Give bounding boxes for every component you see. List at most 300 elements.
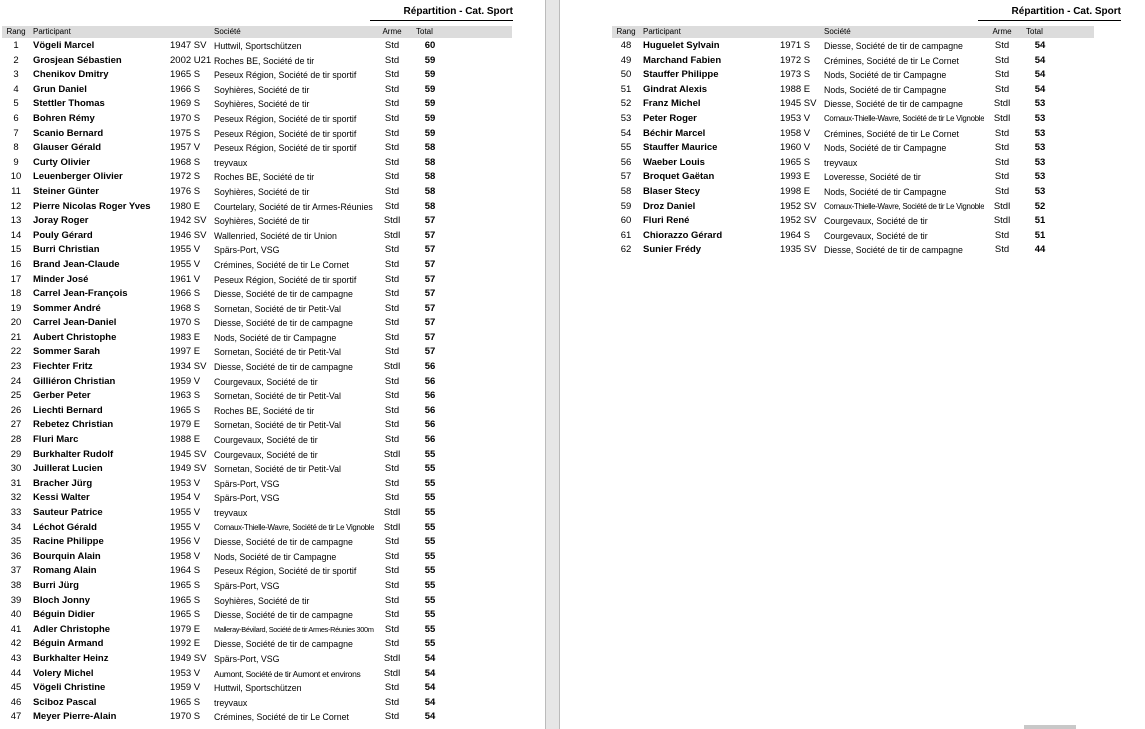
total-cell: 51: [1034, 215, 1046, 227]
society-cell: Aumont, Société de tir Aumont et environs: [214, 668, 361, 679]
page-title: Répartition - Cat. Sport: [1011, 6, 1121, 17]
total-cell: 53: [1034, 142, 1046, 154]
total-cell: 53: [1034, 171, 1046, 183]
society-cell: Spärs-Port, VSG: [214, 493, 280, 504]
birth-year-category: 1965 S: [170, 69, 201, 81]
header-total: Total: [1026, 27, 1043, 36]
society-cell: Diesse, Société de tir de campagne: [214, 289, 353, 300]
header-society: Société: [214, 27, 241, 36]
participant-name: Burkhalter Heinz: [33, 652, 109, 664]
total-cell: 54: [1034, 40, 1046, 51]
rank-cell: 9: [13, 156, 19, 168]
participant-name: Leuenberger Olivier: [33, 171, 123, 183]
rank-cell: 59: [620, 200, 632, 212]
rank-cell: 51: [620, 83, 632, 95]
total-cell: 57: [424, 302, 436, 314]
birth-year-category: 1958 V: [170, 550, 201, 562]
birth-year-category: 1952 SV: [780, 200, 817, 212]
participant-name: Béguin Armand: [33, 638, 104, 650]
rank-cell: 33: [10, 507, 22, 518]
arm-cell: Stdl: [383, 229, 401, 241]
participant-name: Glauser Gérald: [33, 142, 102, 154]
header-arm: Arme: [992, 27, 1012, 36]
participant-name: Béguin Didier: [33, 609, 95, 621]
total-cell: 54: [424, 682, 436, 694]
society-cell: Soyhières, Société de tir: [214, 99, 310, 110]
rank-cell: 54: [620, 127, 632, 139]
total-cell: 55: [424, 594, 436, 606]
total-cell: 56: [424, 375, 436, 387]
rank-cell: 12: [10, 200, 22, 212]
birth-year-category: 1954 V: [170, 492, 201, 504]
arm-cell: Stdl: [383, 667, 401, 679]
arm-cell: Std: [384, 434, 400, 446]
participant-name: Grun Daniel: [33, 83, 87, 95]
participant-name: Franz Michel: [643, 98, 701, 110]
rank-cell: 14: [10, 229, 22, 241]
participant-name: Burri Christian: [33, 244, 100, 256]
society-cell: Courgevaux, Société de tir: [214, 449, 318, 460]
participant-name: Rebetez Christian: [33, 419, 114, 431]
society-cell: Cornaux-Thielle-Wavre, Société de tir Le Vignoble: [214, 522, 374, 532]
rank-cell: 41: [10, 623, 22, 635]
arm-cell: Std: [384, 244, 400, 256]
society-cell: Diesse, Société de tir de campagne: [824, 99, 963, 110]
birth-year-category: 1988 E: [780, 83, 811, 95]
arm-cell: Std: [384, 288, 400, 300]
birth-year-category: 1959 V: [170, 375, 201, 387]
birth-year-category: 1998 E: [780, 185, 811, 197]
birth-year-category: 1953 V: [170, 477, 201, 489]
society-cell: Loveresse, Société de tir: [824, 172, 921, 183]
arm-cell: Stdl: [383, 521, 401, 533]
society-cell: Peseux Région, Société de tir sportif: [214, 143, 357, 154]
arm-cell: Std: [384, 390, 400, 402]
participant-name: Burkhalter Rudolf: [33, 448, 114, 460]
birth-year-category: 1966 S: [170, 288, 201, 300]
arm-cell: Std: [384, 550, 400, 562]
arm-cell: Std: [994, 54, 1010, 66]
birth-year-category: 1976 S: [170, 185, 201, 197]
total-cell: 54: [1034, 54, 1046, 66]
participant-name: Sunier Frédy: [643, 244, 702, 256]
participant-name: Minder José: [33, 273, 89, 285]
participant-name: Gindrat Alexis: [643, 83, 708, 95]
total-cell: 55: [424, 550, 436, 562]
arm-cell: Std: [384, 40, 400, 51]
rank-cell: 27: [10, 419, 22, 431]
rank-cell: 32: [10, 492, 22, 504]
total-cell: 57: [424, 215, 436, 227]
birth-year-category: 1963 S: [170, 390, 201, 402]
rank-cell: 8: [13, 142, 19, 154]
arm-cell: Std: [384, 623, 400, 635]
participant-name: Liechti Bernard: [33, 404, 103, 416]
total-cell: 60: [424, 40, 436, 51]
arm-cell: Stdl: [383, 448, 401, 460]
society-cell: Courgevaux, Société de tir: [214, 376, 318, 387]
birth-year-category: 1956 V: [170, 536, 201, 548]
arm-cell: Stdl: [383, 652, 401, 664]
total-cell: 58: [424, 156, 436, 168]
participant-name: Kessi Walter: [33, 492, 90, 504]
society-cell: Nods, Société de tir Campagne: [214, 332, 337, 343]
participant-name: Curty Olivier: [33, 156, 91, 168]
participant-name: Bloch Jonny: [33, 594, 91, 606]
header-society: Société: [824, 27, 851, 36]
society-cell: Malleray-Bévilard, Société de tir Armes-Réunies 300m: [214, 624, 374, 634]
birth-year-category: 1965 S: [170, 609, 201, 621]
arm-cell: Std: [994, 185, 1010, 197]
birth-year-category: 1953 V: [780, 112, 811, 124]
participant-name: Fiechter Fritz: [33, 361, 93, 373]
society-cell: treyvaux: [824, 157, 858, 168]
participant-name: Joray Roger: [33, 215, 89, 227]
society-cell: Nods, Société de tir Campagne: [824, 84, 947, 95]
total-cell: 54: [424, 667, 436, 679]
arm-cell: Std: [384, 463, 400, 475]
total-cell: 57: [424, 288, 436, 300]
society-cell: Nods, Société de tir Campagne: [214, 551, 337, 562]
total-cell: 55: [424, 536, 436, 548]
total-cell: 55: [424, 623, 436, 635]
participant-name: Meyer Pierre-Alain: [33, 711, 117, 723]
arm-cell: Std: [994, 69, 1010, 81]
page-title: Répartition - Cat. Sport: [403, 6, 513, 17]
participant-name: Bracher Jürg: [33, 477, 93, 489]
participant-name: Vögeli Marcel: [33, 40, 95, 51]
birth-year-category: 1970 S: [170, 317, 201, 329]
rank-cell: 42: [10, 638, 22, 650]
arm-cell: Std: [384, 302, 400, 314]
arm-cell: Std: [384, 171, 400, 183]
rank-cell: 10: [10, 171, 22, 183]
birth-year-category: 1945 SV: [780, 98, 817, 110]
arm-cell: Stdl: [383, 361, 401, 373]
rank-cell: 7: [13, 127, 19, 139]
society-cell: Courgevaux, Société de tir: [824, 230, 928, 241]
participant-name: Droz Daniel: [643, 200, 696, 212]
birth-year-category: 1972 S: [170, 171, 201, 183]
society-cell: Roches BE, Société de tir: [214, 55, 315, 66]
arm-cell: Stdl: [383, 507, 401, 518]
total-cell: 55: [424, 565, 436, 577]
participant-name: Léchot Gérald: [33, 521, 97, 533]
rank-cell: 18: [10, 288, 22, 300]
participant-name: Sciboz Pascal: [33, 696, 97, 708]
total-cell: 55: [424, 492, 436, 504]
participant-name: Volery Michel: [33, 667, 94, 679]
rank-cell: 43: [10, 652, 22, 664]
birth-year-category: 1955 V: [170, 258, 201, 270]
participant-name: Sommer Sarah: [33, 346, 101, 358]
total-cell: 55: [424, 507, 436, 518]
birth-year-category: 1945 SV: [170, 448, 207, 460]
total-cell: 53: [1034, 127, 1046, 139]
society-cell: Sornetan, Société de tir Petit-Val: [214, 303, 341, 314]
arm-cell: Std: [384, 142, 400, 154]
birth-year-category: 1993 E: [780, 171, 811, 183]
rank-cell: 55: [620, 142, 632, 154]
total-cell: 57: [424, 273, 436, 285]
arm-cell: Std: [384, 346, 400, 358]
society-cell: Diesse, Société de tir de campagne: [824, 245, 963, 256]
total-cell: 54: [1034, 69, 1046, 81]
rank-cell: 1: [13, 40, 19, 51]
rank-cell: 57: [620, 171, 632, 183]
rank-cell: 31: [10, 477, 22, 489]
total-cell: 56: [424, 419, 436, 431]
total-cell: 56: [424, 404, 436, 416]
arm-cell: Std: [384, 127, 400, 139]
society-cell: Peseux Région, Société de tir sportif: [214, 70, 357, 81]
birth-year-category: 1979 E: [170, 419, 201, 431]
rank-cell: 5: [13, 98, 19, 110]
society-cell: treyvaux: [214, 697, 248, 708]
total-cell: 57: [424, 258, 436, 270]
rank-cell: 19: [10, 302, 22, 314]
arm-cell: Std: [384, 594, 400, 606]
participant-name: Carrel Jean-Daniel: [33, 317, 117, 329]
total-cell: 57: [424, 346, 436, 358]
arm-cell: Std: [384, 112, 400, 124]
society-cell: Courgevaux, Société de tir: [214, 435, 318, 446]
total-cell: 59: [424, 69, 436, 81]
birth-year-category: 1971 S: [780, 40, 811, 51]
arm-cell: Stdl: [993, 200, 1011, 212]
arm-cell: Std: [384, 156, 400, 168]
birth-year-category: 1947 SV: [170, 40, 207, 51]
total-cell: 55: [424, 463, 436, 475]
arm-cell: Std: [384, 477, 400, 489]
birth-year-category: 1964 S: [170, 565, 201, 577]
birth-year-category: 1969 S: [170, 98, 201, 110]
participant-name: Pierre Nicolas Roger Yves: [33, 200, 151, 212]
rank-cell: 15: [10, 244, 22, 256]
rank-cell: 62: [620, 244, 632, 256]
total-cell: 58: [424, 171, 436, 183]
total-cell: 55: [424, 579, 436, 591]
arm-cell: Std: [994, 127, 1010, 139]
participant-name: Scanio Bernard: [33, 127, 104, 139]
arm-cell: Std: [384, 565, 400, 577]
rank-cell: 2: [13, 54, 19, 66]
report-page-right: [560, 0, 1145, 729]
society-cell: Roches BE, Société de tir: [214, 405, 315, 416]
society-cell: Spärs-Port, VSG: [214, 245, 280, 256]
total-cell: 58: [424, 142, 436, 154]
participant-name: Romang Alain: [33, 565, 97, 577]
birth-year-category: 1972 S: [780, 54, 811, 66]
rank-cell: 45: [10, 682, 22, 694]
participant-name: Fluri René: [643, 215, 690, 227]
participant-name: Chiorazzo Gérard: [643, 229, 723, 241]
birth-year-category: 1946 SV: [170, 229, 207, 241]
rank-cell: 37: [10, 565, 22, 577]
participant-name: Grosjean Sébastien: [33, 54, 122, 66]
birth-year-category: 1965 S: [170, 594, 201, 606]
rank-cell: 11: [11, 185, 21, 197]
total-cell: 55: [424, 477, 436, 489]
arm-cell: Std: [384, 609, 400, 621]
rank-cell: 50: [620, 69, 632, 81]
society-cell: Wallenried, Société de tir Union: [214, 230, 337, 241]
arm-cell: Std: [384, 579, 400, 591]
birth-year-category: 1958 V: [780, 127, 811, 139]
participant-name: Sommer André: [33, 302, 101, 314]
society-cell: Diesse, Société de tir de campagne: [214, 639, 353, 650]
rank-cell: 20: [10, 317, 22, 329]
horizontal-scrollbar-thumb[interactable]: [1024, 725, 1076, 729]
arm-cell: Std: [384, 185, 400, 197]
table-header: [612, 26, 1094, 38]
participant-name: Huguelet Sylvain: [643, 40, 720, 51]
arm-cell: Stdl: [993, 98, 1011, 110]
rank-cell: 22: [10, 346, 22, 358]
birth-year-category: 1961 V: [170, 273, 201, 285]
birth-year-category: 1957 V: [170, 142, 201, 154]
arm-cell: Std: [994, 40, 1010, 51]
arm-cell: Std: [384, 273, 400, 285]
arm-cell: Std: [384, 536, 400, 548]
society-cell: Diesse, Société de tir de campagne: [214, 362, 353, 373]
total-cell: 57: [424, 229, 436, 241]
birth-year-category: 1975 S: [170, 127, 201, 139]
total-cell: 55: [424, 638, 436, 650]
society-cell: Cornaux-Thielle-Wavre, Société de tir Le Vignoble: [824, 201, 984, 211]
society-cell: Sornetan, Société de tir Petit-Val: [214, 420, 341, 431]
society-cell: Crémines, Société de tir Le Cornet: [824, 128, 959, 139]
participant-name: Stauffer Philippe: [643, 69, 719, 81]
total-cell: 59: [424, 83, 436, 95]
arm-cell: Std: [384, 200, 400, 212]
arm-cell: Std: [384, 317, 400, 329]
rank-cell: 23: [10, 361, 22, 373]
participant-name: Stettler Thomas: [33, 98, 105, 110]
total-cell: 54: [424, 711, 436, 723]
birth-year-category: 1966 S: [170, 83, 201, 95]
total-cell: 53: [1034, 156, 1046, 168]
arm-cell: Std: [384, 404, 400, 416]
society-cell: Huttwil, Sportschützen: [214, 41, 302, 51]
table-header: [2, 26, 512, 38]
birth-year-category: 1964 S: [780, 229, 811, 241]
rank-cell: 6: [13, 112, 19, 124]
birth-year-category: 1979 E: [170, 623, 201, 635]
total-cell: 51: [1034, 229, 1046, 241]
arm-cell: Stdl: [993, 112, 1011, 124]
participant-name: Bohren Rémy: [33, 112, 95, 124]
report-page-left: [0, 0, 545, 729]
arm-cell: Std: [994, 171, 1010, 183]
society-cell: Roches BE, Société de tir: [214, 172, 315, 183]
total-cell: 55: [424, 521, 436, 533]
society-cell: Peseux Région, Société de tir sportif: [214, 566, 357, 577]
society-cell: Nods, Société de tir Campagne: [824, 143, 947, 154]
total-cell: 55: [424, 448, 436, 460]
header-total: Total: [416, 27, 433, 36]
society-cell: Spärs-Port, VSG: [214, 580, 280, 591]
total-cell: 53: [1034, 185, 1046, 197]
birth-year-category: 1953 V: [170, 667, 201, 679]
rank-cell: 61: [620, 229, 632, 241]
total-cell: 54: [1034, 83, 1046, 95]
society-cell: Huttwil, Sportschützen: [214, 683, 302, 694]
participant-name: Broquet Gaëtan: [643, 171, 715, 183]
participant-name: Blaser Stecy: [643, 185, 701, 197]
society-cell: Sornetan, Société de tir Petit-Val: [214, 347, 341, 358]
arm-cell: Std: [384, 83, 400, 95]
society-cell: Crémines, Société de tir Le Cornet: [214, 259, 349, 270]
total-cell: 56: [424, 434, 436, 446]
society-cell: Diesse, Société de tir de campagne: [214, 610, 353, 621]
participant-name: Fluri Marc: [33, 434, 79, 446]
birth-year-category: 1935 SV: [780, 244, 817, 256]
total-cell: 59: [424, 112, 436, 124]
society-cell: Peseux Région, Société de tir sportif: [214, 128, 357, 139]
header-participant: Participant: [33, 27, 71, 36]
participant-name: Adler Christophe: [33, 623, 111, 635]
participant-name: Racine Philippe: [33, 536, 104, 548]
birth-year-category: 1955 V: [170, 507, 201, 518]
rank-cell: 34: [10, 521, 22, 533]
society-cell: Soyhières, Société de tir: [214, 595, 310, 606]
birth-year-category: 1942 SV: [170, 215, 207, 227]
participant-name: Waeber Louis: [643, 156, 705, 168]
birth-year-category: 1965 S: [170, 696, 201, 708]
participant-name: Gilliéron Christian: [33, 375, 116, 387]
total-cell: 57: [424, 317, 436, 329]
birth-year-category: 2002 U21: [170, 54, 212, 66]
rank-cell: 4: [13, 83, 19, 95]
rank-cell: 3: [13, 69, 19, 81]
birth-year-category: 1949 SV: [170, 463, 207, 475]
participant-name: Vögeli Christine: [33, 682, 106, 694]
participant-name: Steiner Günter: [33, 185, 99, 197]
society-cell: Sornetan, Société de tir Petit-Val: [214, 391, 341, 402]
participant-name: Aubert Christophe: [33, 331, 117, 343]
rank-cell: 16: [10, 258, 22, 270]
society-cell: Sornetan, Société de tir Petit-Val: [214, 464, 341, 475]
total-cell: 55: [424, 609, 436, 621]
society-cell: Courgevaux, Société de tir: [824, 216, 928, 227]
rank-cell: 38: [10, 579, 22, 591]
arm-cell: Std: [384, 375, 400, 387]
society-cell: Peseux Région, Société de tir sportif: [214, 113, 357, 124]
total-cell: 57: [424, 331, 436, 343]
birth-year-category: 1934 SV: [170, 361, 207, 373]
participant-name: Carrel Jean-François: [33, 288, 128, 300]
arm-cell: Std: [384, 331, 400, 343]
rank-cell: 24: [10, 375, 22, 387]
total-cell: 56: [424, 361, 436, 373]
arm-cell: Stdl: [993, 215, 1011, 227]
rank-cell: 60: [620, 215, 632, 227]
arm-cell: Std: [994, 229, 1010, 241]
birth-year-category: 1949 SV: [170, 652, 207, 664]
participant-name: Burri Jürg: [33, 579, 79, 591]
total-cell: 44: [1034, 244, 1046, 256]
birth-year-category: 1955 V: [170, 244, 201, 256]
birth-year-category: 1970 S: [170, 112, 201, 124]
participant-name: Pouly Gérard: [33, 229, 93, 241]
rank-cell: 28: [10, 434, 22, 446]
total-cell: 54: [424, 652, 436, 664]
arm-cell: Std: [384, 258, 400, 270]
header-participant: Participant: [643, 27, 681, 36]
rank-cell: 58: [620, 185, 632, 197]
total-cell: 57: [424, 244, 436, 256]
